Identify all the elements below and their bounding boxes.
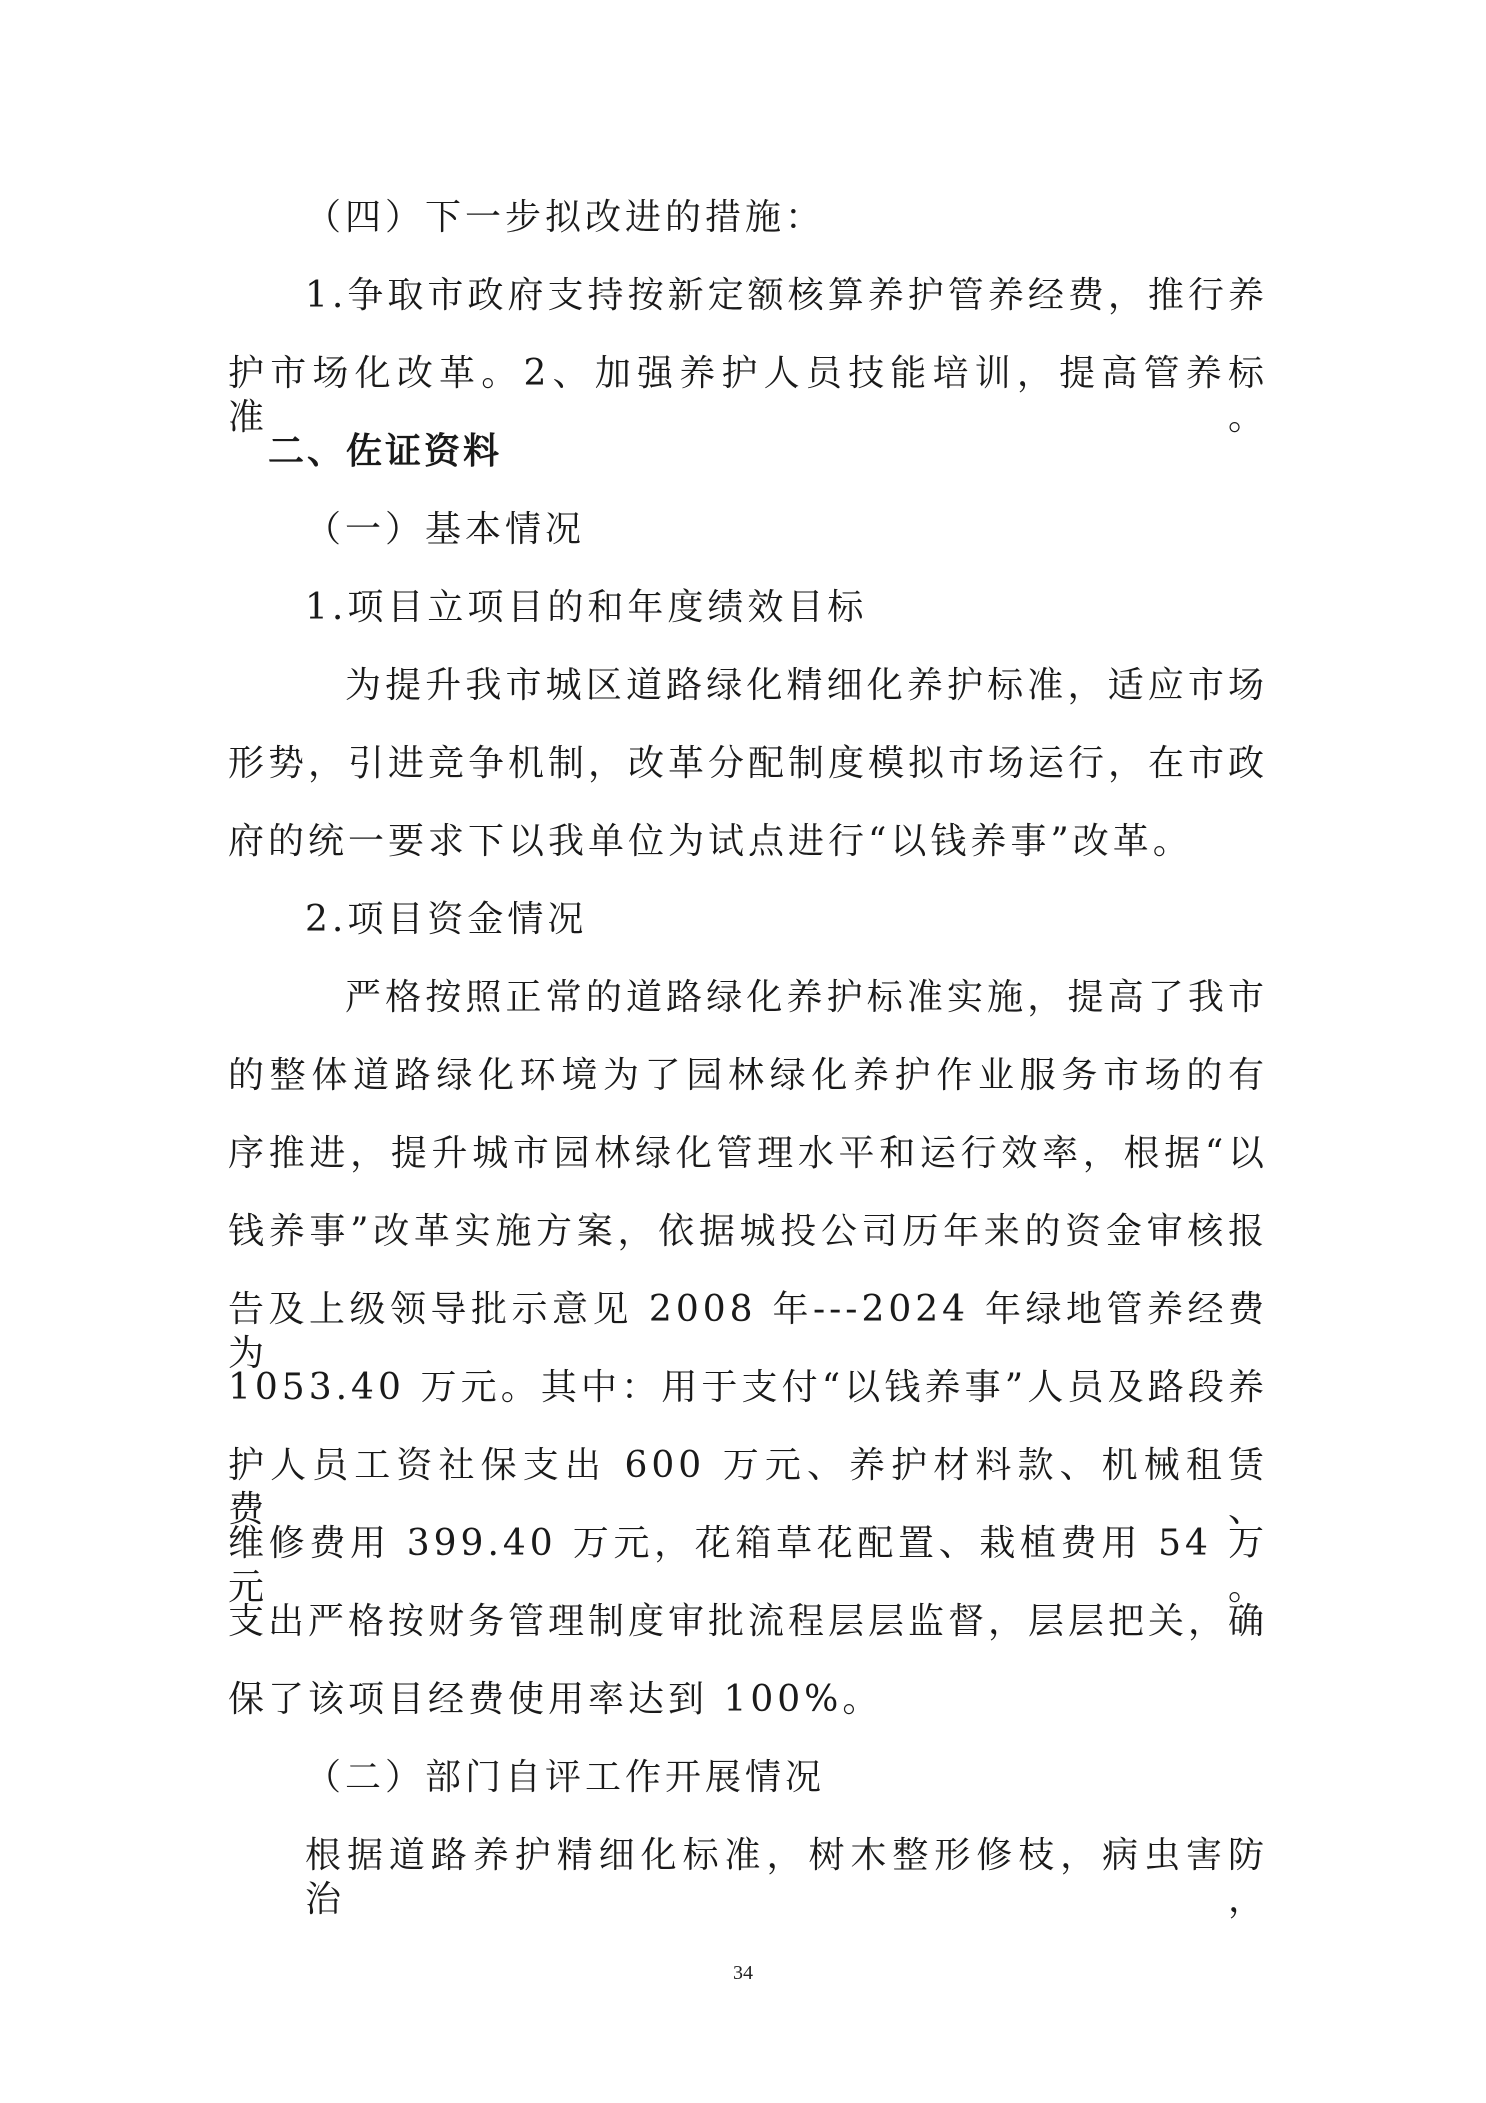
subheading-self-evaluation: （二）部门自评工作开展情况 [305, 1757, 826, 1798]
section-heading-evidence: 二、佐证资料 [268, 431, 503, 472]
paragraph-line: 支出严格按财务管理制度审批流程层层监督，层层把关，确 [228, 1601, 1269, 1642]
paragraph-line: 护人员工资社保支出 600 万元、养护材料款、机械租赁费、 [228, 1445, 1268, 1530]
paragraph-line: 钱养事”改革实施方案，依据城投公司历年来的资金审核报 [228, 1211, 1268, 1252]
paragraph-line: 为提升我市城区道路绿化精细化养护标准，适应市场 [345, 665, 1268, 706]
paragraph-line: 保了该项目经费使用率达到 100%。 [228, 1679, 883, 1720]
paragraph-line: 告及上级领导批示意见 2008 年---2024 年绿地管养经费为 [228, 1289, 1268, 1374]
paragraph-line: 1.争取市政府支持按新定额核算养护管养经费，推行养 [305, 275, 1268, 316]
subheading-project-funds: 2.项目资金情况 [305, 899, 588, 940]
paragraph-line: 根据道路养护精细化标准，树木整形修枝，病虫害防治， [305, 1835, 1268, 1920]
paragraph-line: 1053.40 万元。其中：用于支付“以钱养事”人员及路段养 [228, 1367, 1268, 1408]
paragraph-line: 的整体道路绿化环境为了园林绿化养护作业服务市场的有 [228, 1055, 1268, 1096]
paragraph-line: 形势，引进竞争机制，改革分配制度模拟市场运行，在市政 [228, 743, 1269, 784]
paragraph-line: 维修费用 399.40 万元，花箱草花配置、栽植费用 54 万元。 [228, 1523, 1268, 1608]
paragraph-line: 府的统一要求下以我单位为试点进行“以钱养事”改革。 [228, 821, 1193, 862]
paragraph-line: 严格按照正常的道路绿化养护标准实施，提高了我市 [345, 977, 1268, 1018]
subheading-project-goals: 1.项目立项目的和年度绩效目标 [305, 587, 868, 628]
paragraph-line: 护市场化改革。2、加强养护人员技能培训，提高管养标准。 [228, 353, 1268, 438]
page-number: 34 [733, 1962, 753, 1984]
subheading-next-steps: （四）下一步拟改进的措施： [305, 197, 826, 238]
paragraph-line: 序推进，提升城市园林绿化管理水平和运行效率，根据“以 [228, 1133, 1268, 1174]
subheading-basic-info: （一）基本情况 [305, 509, 586, 550]
